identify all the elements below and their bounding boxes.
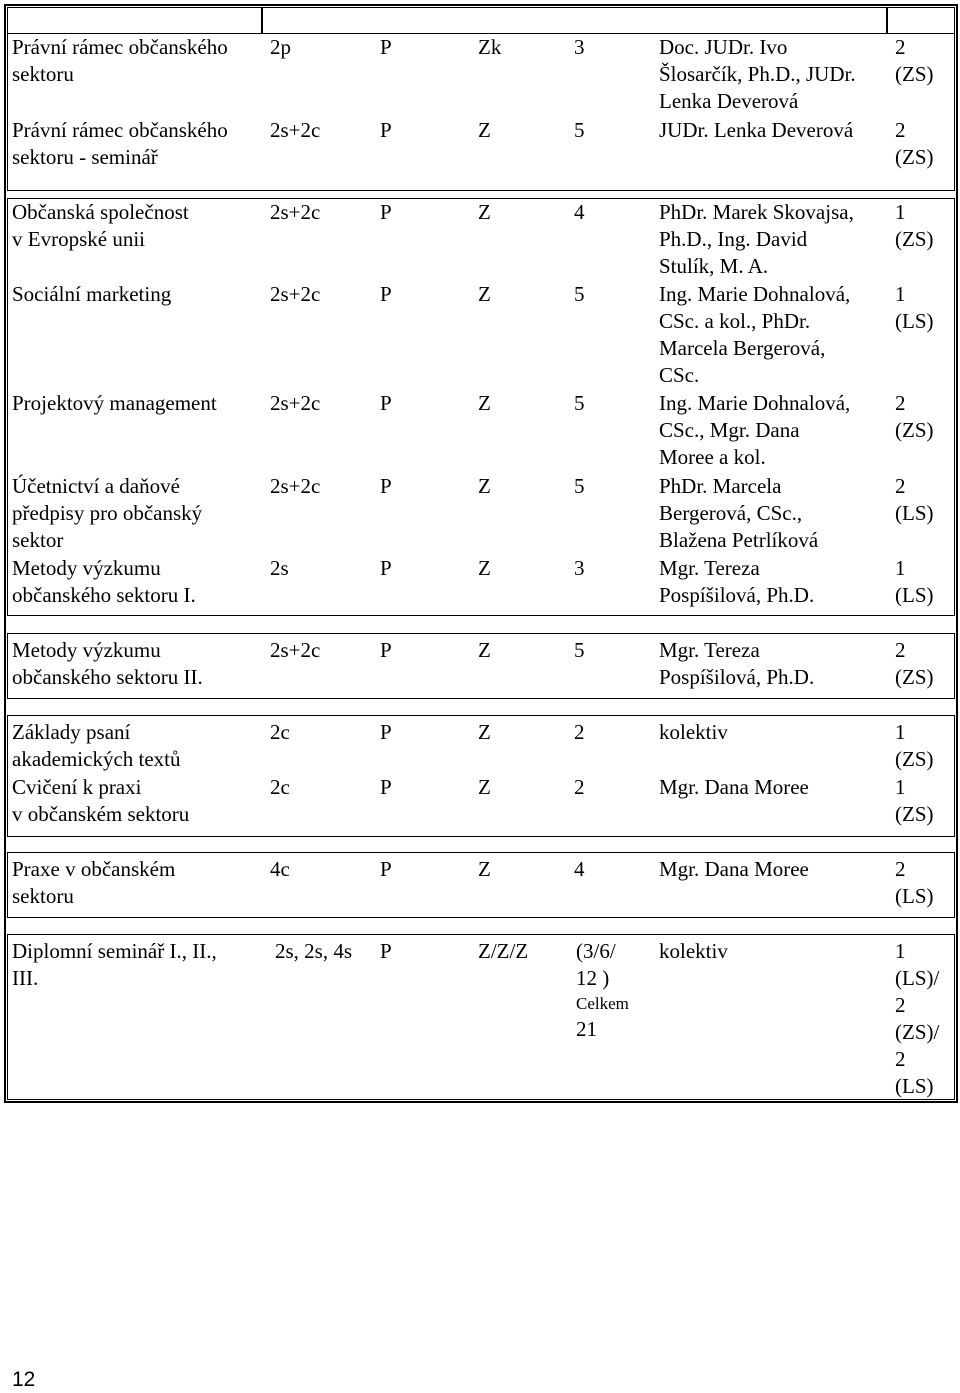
course-name: Právní rámec občanského sektoru: [12, 35, 228, 86]
course-teacher: Mgr. Tereza Pospíšilová, Ph.D.: [659, 556, 815, 607]
course-name: Diplomní seminář I., II., III.: [12, 939, 217, 990]
course-semester: 1 (LS): [895, 282, 934, 333]
course-hours: 2s+2c: [270, 200, 321, 224]
course-name: Účetnictví a daňové předpisy pro občanský sektor: [12, 474, 203, 552]
course-completion: Z: [478, 556, 491, 580]
course-completion: Z: [478, 638, 491, 662]
header-cell: [887, 7, 955, 33]
course-semester: 1 (LS): [895, 556, 934, 607]
course-semester: 1 (LS)/ 2 (ZS)/ 2 (LS): [895, 939, 940, 1098]
course-name: Cvičení k praxi v občanském sektoru: [12, 775, 190, 826]
course-type: P: [380, 857, 392, 881]
course-credits: 5: [574, 118, 585, 142]
header-cell: [262, 7, 887, 33]
course-hours: 2c: [270, 720, 290, 744]
credits-total: 21: [576, 1017, 597, 1041]
course-hours: 2s+2c: [270, 391, 321, 415]
course-name: Projektový management: [12, 391, 217, 415]
course-hours: 2s: [270, 556, 289, 580]
course-hours: 2s+2c: [270, 282, 321, 306]
course-type: P: [380, 35, 392, 59]
course-teacher: Mgr. Tereza Pospíšilová, Ph.D.: [659, 638, 815, 689]
page-number: 12: [12, 1368, 36, 1391]
course-completion: Z: [478, 775, 491, 799]
course-name: Základy psaní akademických textů: [12, 720, 181, 771]
course-credits: 2: [574, 775, 585, 799]
course-completion: Z: [478, 118, 491, 142]
course-semester: 2 (ZS): [895, 638, 934, 689]
table-header-strip: [7, 7, 955, 33]
course-type: P: [380, 282, 392, 306]
course-name: Praxe v občanském sektoru: [12, 857, 176, 908]
course-teacher: PhDr. Marcela Bergerová, CSc., Blažena Petrlíková: [659, 474, 819, 552]
course-credits: 4: [574, 857, 585, 881]
course-name: Metody výzkumu občanského sektoru I.: [12, 556, 196, 607]
course-teacher: Doc. JUDr. Ivo Šlosarčík, Ph.D., JUDr. Lenka Deverová: [659, 35, 856, 113]
course-credits: 5: [574, 638, 585, 662]
course-type: P: [380, 775, 392, 799]
course-type: P: [380, 939, 392, 963]
course-credits: 5: [574, 391, 585, 415]
course-semester: 2 (ZS): [895, 118, 934, 169]
course-credits: 3: [574, 35, 585, 59]
course-credits: 4: [574, 200, 585, 224]
course-hours: 4c: [270, 857, 290, 881]
course-hours: 2s+2c: [270, 474, 321, 498]
course-teacher: Ing. Marie Dohnalová, CSc., Mgr. Dana Moree a kol.: [659, 391, 851, 469]
course-completion: Z: [478, 391, 491, 415]
course-credits: 2: [574, 720, 585, 744]
course-name: Občanská společnost v Evropské unii: [12, 200, 189, 251]
course-semester: 2 (ZS): [895, 391, 934, 442]
course-semester: 1 (ZS): [895, 775, 934, 826]
course-teacher: kolektiv: [659, 939, 728, 963]
course-type: P: [380, 720, 392, 744]
course-hours: 2p: [270, 35, 291, 59]
course-completion: Z/Z/Z: [478, 939, 529, 963]
course-semester: 2 (ZS): [895, 35, 934, 86]
course-completion: Z: [478, 720, 491, 744]
course-hours: 2s+2c: [270, 638, 321, 662]
credits-total-label: Celkem: [576, 994, 629, 1013]
course-completion: Z: [478, 200, 491, 224]
course-credits: 5: [574, 474, 585, 498]
course-teacher: Mgr. Dana Moree: [659, 775, 809, 799]
course-semester: 2 (LS): [895, 474, 934, 525]
course-type: P: [380, 118, 392, 142]
course-name: Metody výzkumu občanského sektoru II.: [12, 638, 203, 689]
course-hours: 2s, 2s, 4s: [275, 939, 353, 963]
course-hours: 2c: [270, 775, 290, 799]
course-type: P: [380, 391, 392, 415]
header-cell: [7, 7, 262, 33]
course-teacher: JUDr. Lenka Deverová: [659, 118, 854, 142]
course-completion: Z: [478, 282, 491, 306]
course-credits: 5: [574, 282, 585, 306]
course-credits: (3/6/ 12 ): [576, 939, 616, 990]
course-completion: Z: [478, 857, 491, 881]
course-hours: 2s+2c: [270, 118, 321, 142]
course-semester: 2 (LS): [895, 857, 934, 908]
course-completion: Z: [478, 474, 491, 498]
course-name: Právní rámec občanského sektoru - seminář: [12, 118, 228, 169]
course-semester: 1 (ZS): [895, 720, 934, 771]
course-semester: 1 (ZS): [895, 200, 934, 251]
course-type: P: [380, 474, 392, 498]
course-teacher: Mgr. Dana Moree: [659, 857, 809, 881]
course-teacher: kolektiv: [659, 720, 728, 744]
course-credits: 3: [574, 556, 585, 580]
course-name: Sociální marketing: [12, 282, 172, 306]
course-completion: Zk: [478, 35, 502, 59]
course-teacher: Ing. Marie Dohnalová, CSc. a kol., PhDr. Marcela Bergerová, CSc.: [659, 282, 851, 387]
course-type: P: [380, 638, 392, 662]
course-teacher: PhDr. Marek Skovajsa, Ph.D., Ing. David Stulík, M. A.: [659, 200, 854, 278]
course-type: P: [380, 556, 392, 580]
course-type: P: [380, 200, 392, 224]
